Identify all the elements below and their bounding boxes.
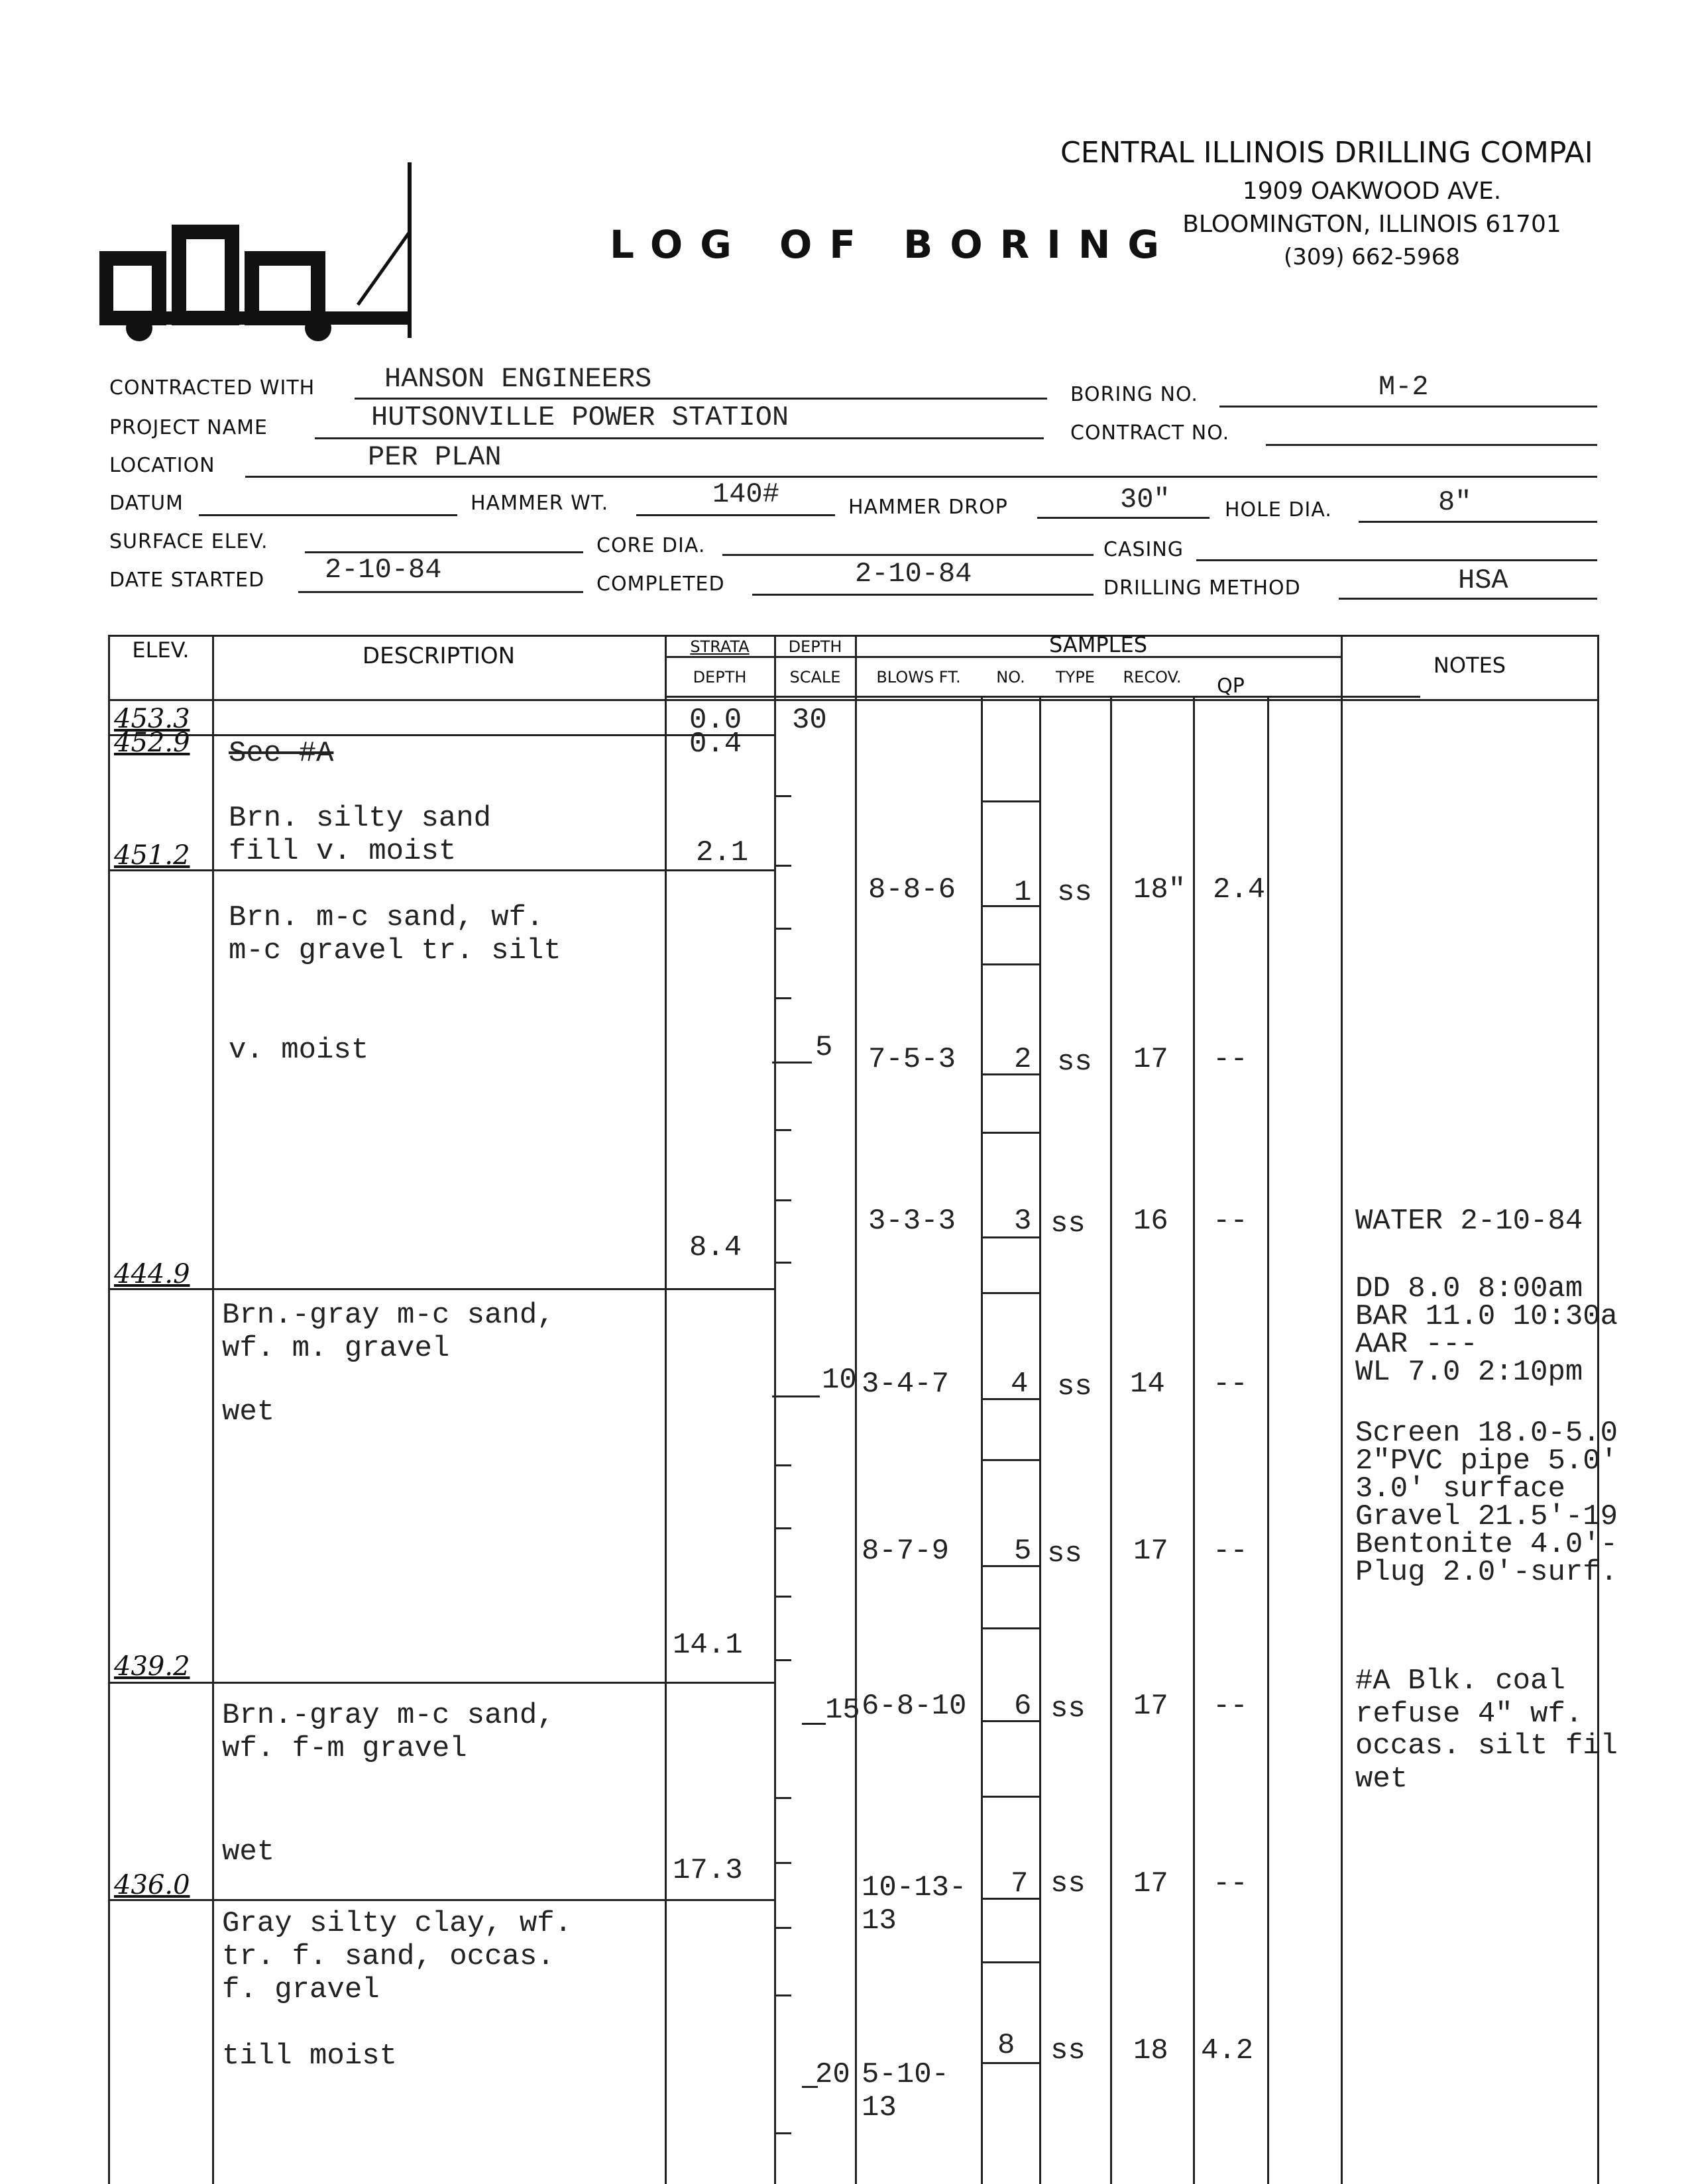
elevation: 453.3 bbox=[114, 704, 190, 734]
strata-depth: 2.1 bbox=[696, 836, 749, 869]
sample-recov: 16 bbox=[1133, 1205, 1168, 1238]
location-value: PER PLAN bbox=[368, 441, 502, 473]
datum-label: DATUM bbox=[109, 492, 184, 515]
drill-truck-icon bbox=[99, 159, 418, 345]
description-line: wet bbox=[222, 1395, 275, 1429]
date-started-label: DATE STARTED bbox=[109, 569, 265, 592]
elevation: 452.9 bbox=[114, 728, 190, 758]
sample-blows: 8-8-6 bbox=[868, 873, 956, 906]
sample-type: ss bbox=[1057, 1370, 1092, 1403]
company-address: 1909 OAKWOOD AVE. bbox=[1242, 178, 1502, 205]
sample-type: ss bbox=[1050, 1867, 1086, 1900]
note-line: wet bbox=[1355, 1763, 1408, 1796]
elevation: 436.0 bbox=[114, 1870, 190, 1900]
drilling-method-label: DRILLING METHOD bbox=[1103, 576, 1301, 600]
contracted-with-label: CONTRACTED WITH bbox=[109, 376, 315, 400]
note-line: Gravel 21.5'-19 bbox=[1355, 1500, 1618, 1533]
sample-no: 8 bbox=[997, 2029, 1015, 2062]
sample-blows: 7-5-3 bbox=[868, 1043, 956, 1076]
company-phone: (309) 662-5968 bbox=[1284, 244, 1460, 270]
description-line: till moist bbox=[222, 2040, 398, 2073]
header-scale: SCALE bbox=[789, 668, 841, 686]
description-line: Brn. m-c sand, wf. bbox=[229, 901, 544, 934]
project-name-value: HUTSONVILLE POWER STATION bbox=[371, 402, 789, 433]
sample-recov: 18" bbox=[1133, 873, 1186, 906]
strata-depth: 0.4 bbox=[689, 728, 742, 761]
sample-qp: -- bbox=[1213, 1368, 1248, 1401]
hole-dia-label: HOLE DIA. bbox=[1225, 498, 1332, 521]
header-description: DESCRIPTION bbox=[362, 643, 516, 669]
sample-blows-cont: 13 bbox=[862, 2091, 897, 2124]
sample-recov: 17 bbox=[1133, 1535, 1168, 1568]
sample-qp: -- bbox=[1213, 1867, 1248, 1900]
sample-type: ss bbox=[1057, 1046, 1092, 1079]
date-started-value: 2-10-84 bbox=[325, 554, 442, 586]
note-line: BAR 11.0 10:30a bbox=[1355, 1300, 1618, 1333]
sample-qp: -- bbox=[1213, 1205, 1248, 1238]
strata-depth: 0.0 bbox=[689, 704, 742, 737]
sample-qp: 2.4 bbox=[1213, 873, 1266, 906]
contracted-with-value: HANSON ENGINEERS bbox=[384, 363, 652, 395]
elevation: 451.2 bbox=[114, 840, 190, 871]
completed-label: COMPLETED bbox=[596, 573, 725, 596]
note-line: occas. silt fil bbox=[1355, 1729, 1618, 1763]
sample-blows: 6-8-10 bbox=[862, 1690, 967, 1723]
description-line: wf. m. gravel bbox=[222, 1332, 450, 1365]
depth-scale-mark: 15 bbox=[825, 1694, 860, 1727]
hammer-drop-label: HAMMER DROP bbox=[848, 496, 1008, 519]
boring-no-value: M-2 bbox=[1378, 371, 1429, 403]
sample-no: 7 bbox=[1011, 1867, 1029, 1900]
surface-elev-label: SURFACE ELEV. bbox=[109, 530, 268, 553]
note-line: WATER 2-10-84 bbox=[1355, 1205, 1583, 1238]
company-name: CENTRAL ILLINOIS DRILLING COMPAI bbox=[1060, 136, 1593, 170]
note-line: DD 8.0 8:00am bbox=[1355, 1272, 1583, 1305]
header-qp: QP bbox=[1217, 675, 1245, 698]
header-samples: SAMPLES bbox=[1048, 632, 1148, 657]
boring-no-label: BORING NO. bbox=[1070, 383, 1198, 406]
sample-recov: 17 bbox=[1133, 1867, 1168, 1900]
hole-dia-value: 8" bbox=[1438, 486, 1472, 518]
strata-depth: 8.4 bbox=[689, 1231, 742, 1264]
sample-recov: 14 bbox=[1130, 1368, 1165, 1401]
drilling-method-value: HSA bbox=[1458, 565, 1508, 596]
description-line: See #A bbox=[229, 737, 334, 770]
sample-blows: 3-4-7 bbox=[862, 1368, 950, 1401]
sample-blows: 8-7-9 bbox=[862, 1535, 950, 1568]
sample-no: 6 bbox=[1014, 1690, 1032, 1723]
note-line: 3.0' surface bbox=[1355, 1472, 1565, 1505]
sample-blows: 10-13- bbox=[862, 1871, 967, 1904]
casing-label: CASING bbox=[1103, 538, 1184, 561]
note-line: 2"PVC pipe 5.0' bbox=[1355, 1445, 1618, 1478]
core-dia-label: CORE DIA. bbox=[596, 534, 706, 557]
header-strata: STRATA bbox=[690, 637, 750, 656]
description-line: wet bbox=[222, 1835, 275, 1869]
sample-no: 1 bbox=[1014, 876, 1032, 909]
depth-scale-mark: 5 bbox=[815, 1031, 833, 1064]
strata-depth: 17.3 bbox=[673, 1854, 743, 1887]
description-line: Gray silty clay, wf. bbox=[222, 1907, 573, 1940]
sample-blows-cont: 13 bbox=[862, 1904, 897, 1938]
header-recov: RECOV. bbox=[1123, 668, 1182, 686]
sample-qp: -- bbox=[1213, 1535, 1248, 1568]
sample-recov: 17 bbox=[1133, 1690, 1168, 1723]
note-line: AAR --- bbox=[1355, 1328, 1478, 1361]
note-line: #A Blk. coal bbox=[1355, 1665, 1565, 1698]
sample-no: 2 bbox=[1014, 1043, 1032, 1076]
depth-scale-mark: 30 bbox=[792, 704, 827, 737]
description-line: f. gravel bbox=[222, 1973, 380, 2006]
sample-qp: 4.2 bbox=[1201, 2034, 1254, 2067]
sample-recov: 18 bbox=[1133, 2034, 1168, 2067]
sample-recov: 17 bbox=[1133, 1043, 1168, 1076]
sample-qp: -- bbox=[1213, 1690, 1248, 1723]
sample-no: 5 bbox=[1014, 1535, 1032, 1568]
description-line: Brn. silty sand bbox=[229, 802, 492, 835]
sample-type: ss bbox=[1047, 1537, 1082, 1570]
description-line: tr. f. sand, occas. bbox=[222, 1940, 555, 1973]
header-elev: ELEV. bbox=[132, 637, 190, 663]
sample-type: ss bbox=[1050, 1692, 1086, 1725]
elevation: 444.9 bbox=[114, 1259, 190, 1289]
company-logo bbox=[99, 159, 418, 345]
header-no: NO. bbox=[996, 668, 1025, 686]
note-line: Plug 2.0'-surf. bbox=[1355, 1556, 1618, 1589]
sample-no: 3 bbox=[1014, 1205, 1032, 1238]
sample-blows: 3-3-3 bbox=[868, 1205, 956, 1238]
note-line: Screen 18.0-5.0 bbox=[1355, 1417, 1618, 1450]
completed-value: 2-10-84 bbox=[855, 558, 972, 590]
depth-scale-mark: 20 bbox=[815, 2058, 850, 2091]
sample-no: 4 bbox=[1011, 1368, 1029, 1401]
strata-depth: 14.1 bbox=[673, 1629, 743, 1662]
note-line: refuse 4" wf. bbox=[1355, 1698, 1583, 1731]
header-notes: NOTES bbox=[1433, 653, 1506, 678]
project-name-label: PROJECT NAME bbox=[109, 416, 268, 439]
description-line: Brn.-gray m-c sand, bbox=[222, 1299, 555, 1332]
hammer-wt-value: 140# bbox=[712, 478, 779, 510]
description-line: v. moist bbox=[229, 1034, 369, 1067]
sample-blows: 5-10- bbox=[862, 2058, 950, 2091]
sample-type: ss bbox=[1050, 2034, 1086, 2067]
description-line: m-c gravel tr. silt bbox=[229, 934, 561, 967]
contract-no-label: CONTRACT NO. bbox=[1070, 421, 1230, 445]
sample-type: ss bbox=[1057, 876, 1092, 909]
company-city: BLOOMINGTON, ILLINOIS 61701 bbox=[1182, 211, 1561, 238]
header-blows: BLOWS FT. bbox=[876, 668, 961, 686]
header-strata-depth: DEPTH bbox=[693, 668, 747, 686]
description-line: wf. f-m gravel bbox=[222, 1732, 467, 1765]
sample-type: ss bbox=[1050, 1207, 1086, 1240]
note-line: WL 7.0 2:10pm bbox=[1355, 1356, 1583, 1389]
location-label: LOCATION bbox=[109, 454, 215, 477]
header-depth: DEPTH bbox=[788, 637, 842, 656]
description-line: Brn.-gray m-c sand, bbox=[222, 1699, 555, 1732]
hammer-drop-value: 30" bbox=[1120, 484, 1170, 516]
depth-scale-mark: 10 bbox=[822, 1364, 857, 1397]
hammer-wt-label: HAMMER WT. bbox=[471, 492, 609, 515]
note-line: Bentonite 4.0'- bbox=[1355, 1528, 1618, 1561]
sample-qp: -- bbox=[1213, 1043, 1248, 1076]
elevation: 439.2 bbox=[114, 1651, 190, 1682]
header-type: TYPE bbox=[1056, 668, 1095, 686]
description-line: fill v. moist bbox=[229, 835, 457, 868]
document-title: LOG OF BORING bbox=[610, 222, 1177, 267]
